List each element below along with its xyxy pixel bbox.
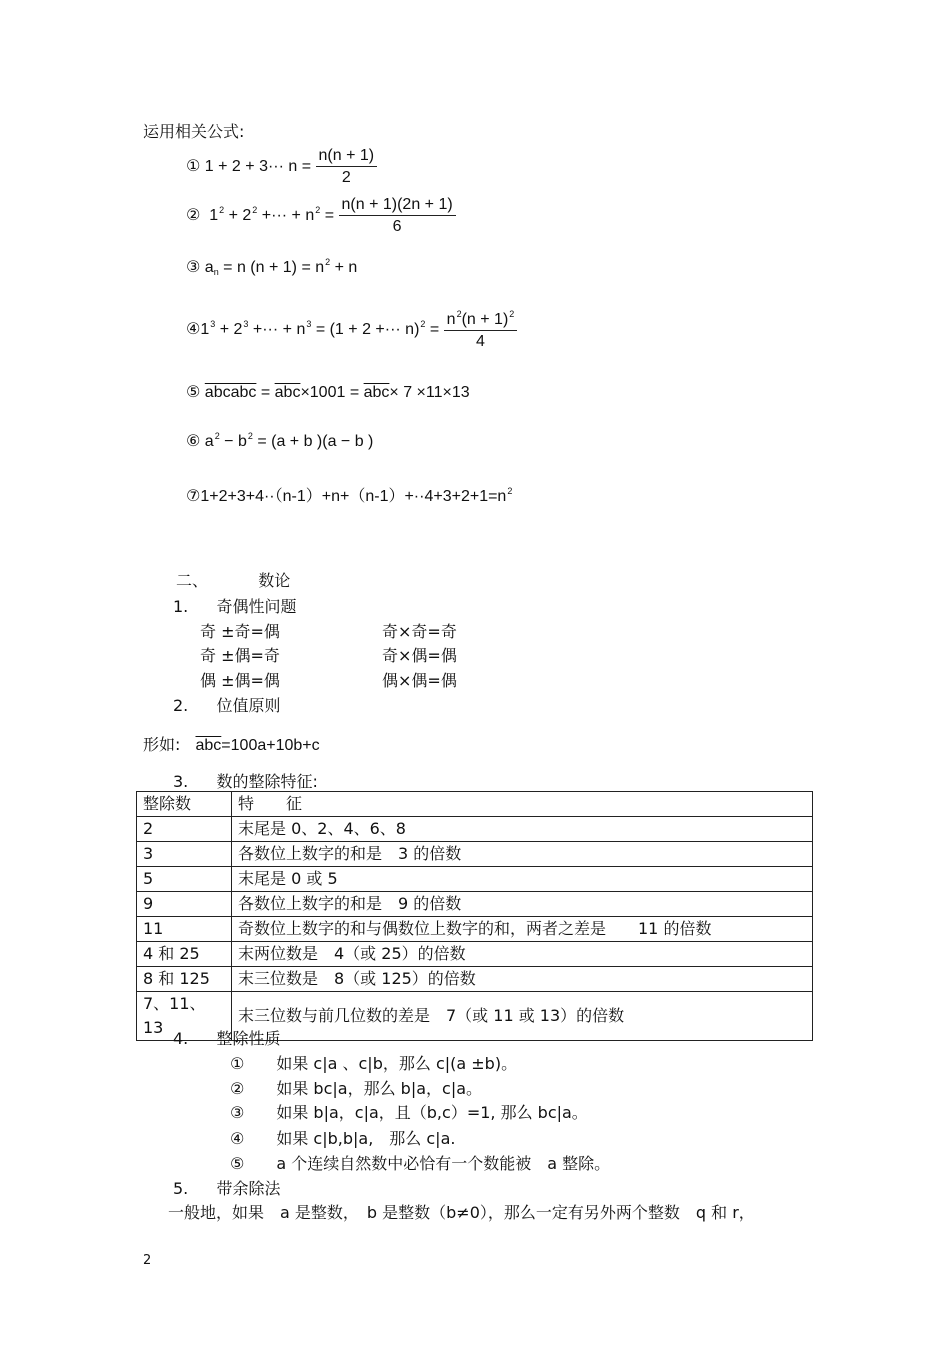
denominator: 4	[476, 333, 485, 350]
exponent: 2	[315, 205, 321, 216]
example-prefix: 形如:	[143, 735, 181, 754]
term: + 2	[228, 207, 252, 225]
table-header-row	[137, 792, 813, 817]
divisibility-table	[136, 791, 813, 1041]
marker: ②	[186, 207, 201, 225]
formula-1	[186, 147, 377, 187]
exponent: 3	[306, 319, 312, 330]
marker: ④	[230, 1129, 245, 1148]
subsection-title: 位值原则	[216, 696, 281, 715]
table-cell: 奇数位上数字的和与偶数位上数字的和，两者之差是 11 的倍数	[232, 917, 813, 942]
term: (n + 1)	[461, 311, 509, 328]
formula-2	[186, 196, 456, 236]
term: a	[204, 259, 214, 276]
marker: ④	[186, 321, 201, 339]
subsection-number: 2.	[173, 696, 189, 715]
subsection-number: 1.	[173, 597, 189, 616]
table-cell: 末两位数是 4（或 25）的倍数	[232, 942, 813, 967]
term: ×1001 =	[300, 384, 364, 401]
term: − b	[219, 433, 247, 450]
exponent: 2	[219, 205, 225, 216]
table-row	[137, 942, 813, 967]
exponent: 2	[509, 309, 515, 319]
term: 1	[209, 207, 219, 225]
body-paragraph: 一般地，如果 a 是整数， b 是整数（b≠0），那么一定有另外两个整数 q 和 r，	[168, 1203, 755, 1222]
table-header-cell: 特 征	[232, 792, 813, 817]
table-row	[137, 842, 813, 867]
property-text: 如果 bc|a，那么 b|a，c|a。	[276, 1079, 483, 1098]
table-cell: 末三位数与前几位数的差是 7（或 11 或 13）的倍数	[232, 992, 813, 1041]
term: × 7 ×11×13	[389, 384, 470, 401]
property-text: a 个连续自然数中必恰有一个数能被 a 整除。	[276, 1154, 611, 1173]
property-item	[230, 1151, 610, 1174]
property-text: 如果 b|a，c|a，且（b,c）=1, 那么 bc|a。	[276, 1103, 588, 1122]
term: +··· + n	[252, 321, 306, 339]
parity-rule: 奇 ±奇=偶	[200, 622, 280, 641]
marker: ⑦	[186, 488, 201, 505]
subsection-title: 整除性质	[216, 1029, 281, 1048]
subsection-number: 4.	[173, 1029, 189, 1048]
table-cell: 3	[137, 842, 232, 867]
expansion: =100a+10b+c	[221, 737, 320, 754]
page-number: 2	[143, 1253, 152, 1268]
marker: ①	[186, 158, 201, 176]
formula-7	[186, 483, 512, 506]
formula-4	[186, 309, 517, 351]
term: 1+2+3+4··（n-1）+n+（n-1）+··4+3+2+1=n	[200, 488, 507, 505]
fraction	[316, 147, 378, 187]
marker: ③	[230, 1103, 245, 1122]
denominator: 6	[392, 218, 402, 235]
table-cell: 各数位上数字的和是 3 的倍数	[232, 842, 813, 867]
subsection-title: 奇偶性问题	[216, 597, 297, 616]
table-row	[137, 817, 813, 842]
numerator: n(n + 1)(2n + 1)	[339, 196, 456, 216]
overlined-number: $\overline{abc}$	[274, 384, 301, 401]
table-cell: 4 和 25	[137, 942, 232, 967]
term: = (1 + 2 +··· n)	[315, 321, 420, 339]
table-cell: 末三位数是 8（或 125）的倍数	[232, 967, 813, 992]
subscript: n	[213, 267, 219, 277]
exponent: 2	[507, 486, 513, 496]
parity-rule: 奇 ±偶=奇	[200, 646, 280, 665]
subsection-1	[173, 594, 296, 617]
denominator: 2	[341, 169, 351, 186]
subsection-title: 带余除法	[216, 1179, 281, 1198]
exponent: 2	[420, 319, 426, 330]
exponent: 3	[210, 319, 216, 330]
parity-rule: 奇×偶=偶	[382, 646, 457, 665]
formula-5	[186, 382, 470, 402]
equals: =	[429, 321, 440, 339]
section-title-text: 数论	[258, 571, 291, 590]
table-row	[137, 867, 813, 892]
marker: ③	[186, 259, 201, 276]
section-title	[176, 568, 290, 591]
equals: =	[260, 384, 275, 401]
fraction	[339, 196, 456, 236]
table-row	[137, 892, 813, 917]
numerator	[444, 309, 518, 331]
exponent: 2	[252, 205, 258, 216]
term: n	[446, 311, 456, 328]
parity-rule: 偶×偶=偶	[382, 671, 457, 690]
property-text: 如果 c|b,b|a, 那么 c|a.	[276, 1129, 456, 1148]
property-text: 如果 c|a 、c|b，那么 c|(a ±b)。	[276, 1054, 518, 1073]
term: 1	[200, 321, 210, 339]
term: = (a + b )(a − b )	[252, 433, 374, 450]
table-cell: 末尾是 0 或 5	[232, 867, 813, 892]
exponent: 2	[247, 431, 253, 441]
table-cell: 各数位上数字的和是 9 的倍数	[232, 892, 813, 917]
numerator: n(n + 1)	[316, 147, 378, 167]
marker: ⑥	[186, 433, 201, 450]
table-cell: 2	[137, 817, 232, 842]
subsection-number: 5.	[173, 1179, 189, 1198]
section-number: 二、	[176, 571, 209, 590]
table-cell: 5	[137, 867, 232, 892]
term: = n (n + 1) = n	[223, 259, 325, 276]
place-value-example	[143, 732, 320, 755]
exponent: 2	[456, 309, 462, 319]
exponent: 3	[243, 319, 249, 330]
formula-3	[186, 257, 357, 277]
equals: =	[324, 207, 335, 225]
parity-rule: 偶 ±偶=偶	[200, 671, 280, 690]
term: a	[204, 433, 214, 450]
table-cell: 8 和 125	[137, 967, 232, 992]
term: + n	[334, 259, 358, 276]
property-item	[230, 1100, 588, 1123]
table-header-cell: 整除数	[137, 792, 232, 817]
term: + 2	[219, 321, 243, 339]
formula-heading: 运用相关公式:	[143, 122, 245, 141]
property-item	[230, 1051, 517, 1074]
marker: ⑤	[186, 384, 201, 401]
fraction	[444, 309, 518, 351]
property-item	[230, 1126, 455, 1149]
overlined-number: $\overline{abc}$	[195, 737, 222, 754]
subsection-2	[173, 693, 280, 716]
exponent: 2	[214, 431, 220, 441]
table-cell: 7、11、13	[137, 992, 232, 1041]
formula-lhs: 1 + 2 + 3··· n =	[204, 158, 312, 176]
table-cell: 末尾是 0、2、4、6、8	[232, 817, 813, 842]
table-row	[137, 917, 813, 942]
table-cell: 11	[137, 917, 232, 942]
marker: ①	[230, 1054, 245, 1073]
subsection-5	[173, 1176, 280, 1199]
overlined-number: abcabc	[204, 384, 257, 401]
marker: ⑤	[230, 1154, 245, 1173]
parity-rule: 奇×奇=奇	[382, 622, 457, 641]
exponent: 2	[325, 257, 331, 267]
formula-6	[186, 431, 373, 451]
subsection-title: 数的整除特征:	[216, 772, 318, 791]
subsection-4	[173, 1026, 280, 1049]
marker: ②	[230, 1079, 245, 1098]
table-row	[137, 967, 813, 992]
term: +··· + n	[261, 207, 315, 225]
subsection-3	[173, 769, 318, 792]
table-cell: 9	[137, 892, 232, 917]
overlined-number: $\overline{abc}$	[363, 384, 390, 401]
property-item	[230, 1076, 482, 1099]
subsection-number: 3.	[173, 772, 189, 791]
